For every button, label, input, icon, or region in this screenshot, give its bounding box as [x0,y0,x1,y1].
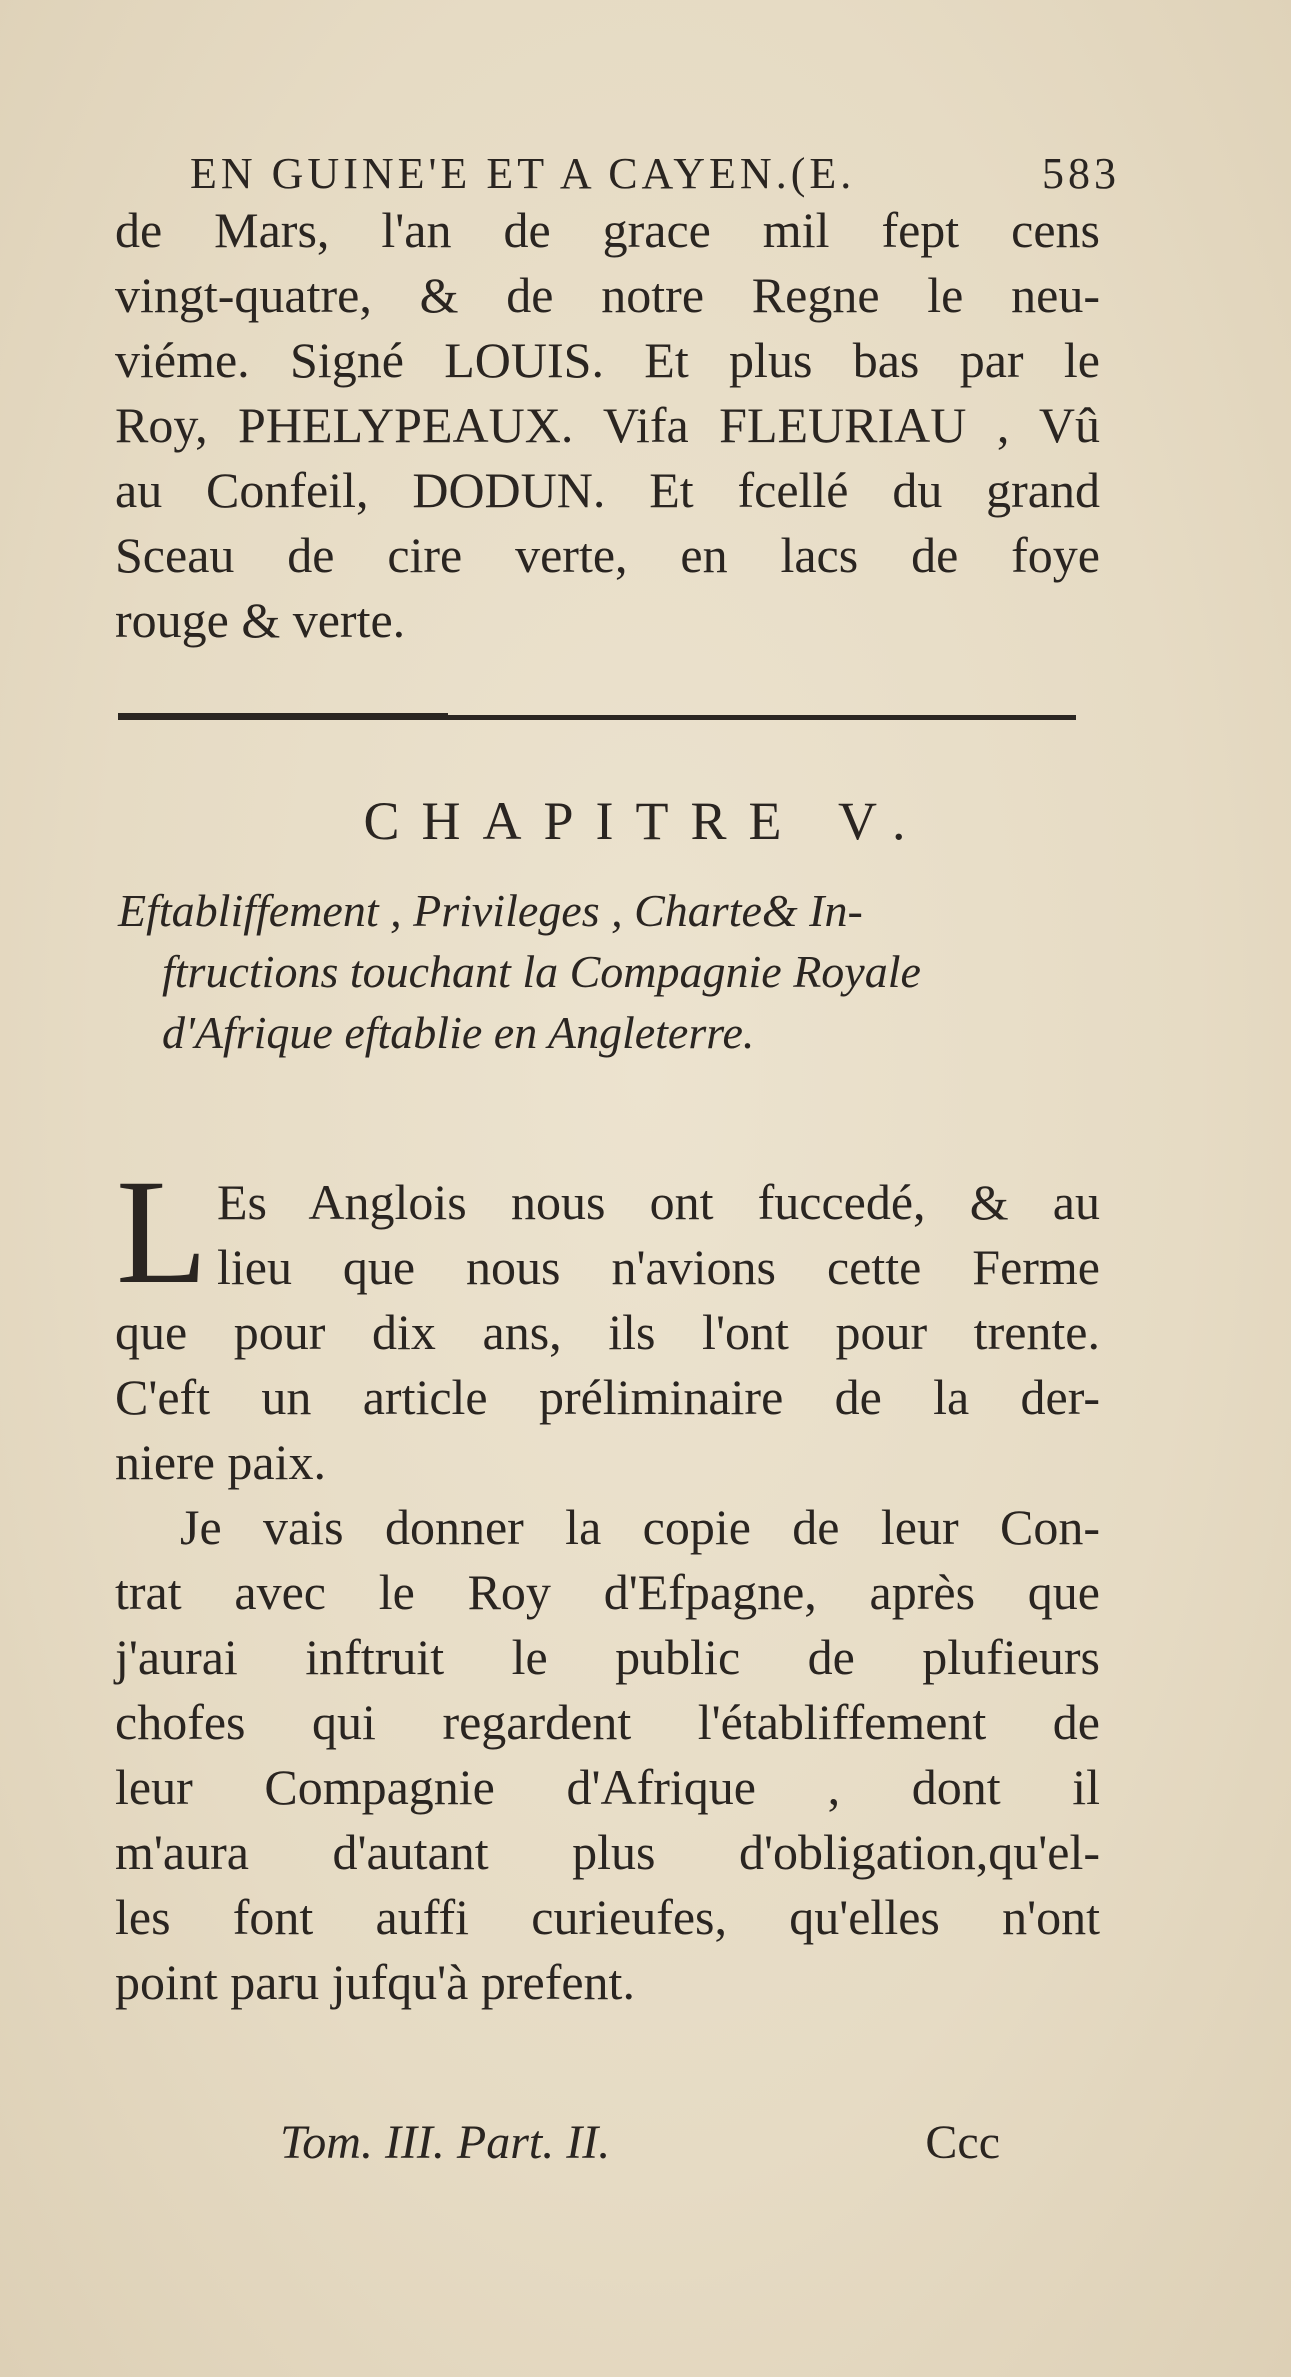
subtitle-line: ftructions touchant la Compagnie Royale [162,946,921,997]
text-line: trat avec le Roy d'Efpagne, après que [115,1564,1100,1620]
page-number: 583 [1042,149,1120,198]
running-title: EN GUINE'E ET A CAYEN.(E. [190,149,856,198]
text-line: leur Compagnie d'Afrique , dont il [115,1759,1100,1815]
text-line: vingt-quatre, & de notre Regne le neu- [115,267,1100,323]
text-line: que pour dix ans, ils l'ont pour trente. [115,1304,1100,1360]
subtitle-line: d'Afrique eftablie en Angleterre. [162,1007,755,1058]
text-line: Sceau de cire verte, en lacs de foye [115,527,1100,583]
text-line: viéme. Signé LOUIS. Et plus bas par le [115,332,1100,388]
text-line: m'aura d'autant plus d'obligation,qu'el- [115,1824,1100,1880]
text-line: rouge & verte. [115,592,406,648]
text-line: lieu que nous n'avions cette Ferme [217,1239,1100,1295]
subtitle-line: Eftabliffement , Privileges , Charte& In- [118,885,863,936]
section-divider-rule [118,715,1076,720]
signature-line: Tom. III. Part. II. [280,2116,611,2169]
text-line: Je vais donner la copie de leur Con- [180,1499,1100,1555]
drop-capital: L [116,1149,208,1315]
text-line: chofes qui regardent l'établiffement de [115,1694,1100,1750]
text-line: Es Anglois nous ont fuccedé, & au [217,1174,1100,1230]
page-footer [280,2115,1000,2170]
text-line: point paru jufqu'à prefent. [115,1954,635,2010]
text-line: j'aurai inftruit le public de plufieurs [115,1629,1100,1685]
text-line: niere paix. [115,1434,327,1490]
signature-mark: Ccc [925,2116,1000,2169]
main-text [115,1149,1100,2015]
text-line: C'eft un article préliminaire de la der- [115,1369,1100,1425]
chapter-subtitle [118,880,1108,1063]
text-line: au Confeil, DODUN. Et fcellé du grand [115,462,1100,518]
text-line: les font auffi curieufes, qu'elles n'ont [115,1889,1100,1945]
running-header [190,148,1120,199]
closing-paragraph [115,198,1100,653]
text-line: de Mars, l'an de grace mil fept cens [115,202,1100,258]
text-line: Roy, PHELYPEAUX. Vifa FLEURIAU , Vû [115,397,1100,453]
chapter-heading: CHAPITRE V. [363,791,928,851]
